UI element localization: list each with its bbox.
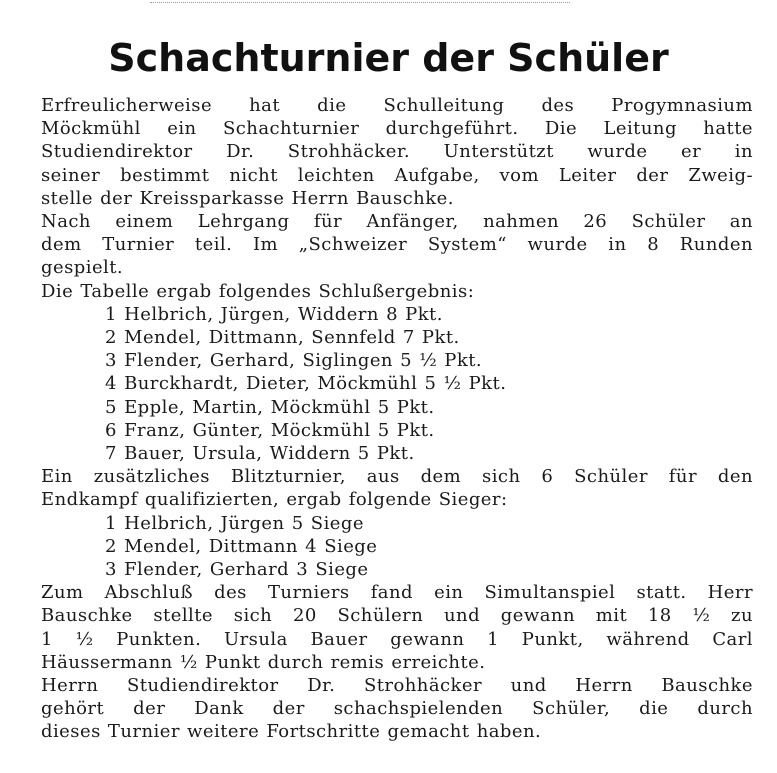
list-item: 1 Helbrich, Jürgen, Widdern 8 Pkt. [105,303,443,325]
list-item: 4 Burckhardt, Dieter, Möckmühl 5 ½ Pkt. [105,373,507,395]
text-line: Studiendirektor Dr. Strohhäcker. Unterstützt wurde er in [41,141,753,163]
text-line: gehört der Dank der schachspielenden Schüler, die durch [41,698,753,720]
final-standings-list [41,303,753,465]
text-line: dieses Turnier weitere Fortschritte gemacht haben. [41,721,542,743]
text-line: Ein zusätzliches Blitzturnier, aus dem sich 6 Schüler für den [41,466,753,488]
list-item: 3 Flender, Gerhard 3 Siege [105,559,369,581]
text-line: Endkampf qualifizierten, ergab folgende Sieger: [41,489,508,511]
text-line: Zum Abschluß des Turniers fand ein Simultanspiel statt. Herr [41,582,753,604]
list-item: 3 Flender, Gerhard, Siglingen 5 ½ Pkt. [105,350,483,372]
list-item: 2 Mendel, Dittmann, Sennfeld 7 Pkt. [105,327,460,349]
text-line: Häussermann ½ Punkt durch remis erreichte. [41,651,486,673]
blitz-paragraph [41,465,753,511]
text-line: Bauschke stellte sich 20 Schülern und gewann mit 18 ½ zu [41,605,753,627]
list-item: 6 Franz, Günter, Möckmühl 5 Pkt. [105,419,435,441]
text-line: dem Turnier teil. Im „Schweizer System“ wurde in 8 Runden [41,234,753,256]
text-line: Herrn Studiendirektor Dr. Strohhäcker und Herrn Bauschke [41,675,753,697]
text-line: 1 ½ Punkten. Ursula Bauer gewann 1 Punkt, während Carl [41,628,753,650]
blitz-winners-list [41,512,753,582]
text-line: seiner bestimmt nicht leichten Aufgabe, vom Leiter der Zweig- [41,164,753,186]
top-rule [150,2,570,3]
list-item: 5 Epple, Martin, Möckmühl 5 Pkt. [105,396,435,418]
thanks-paragraph [41,674,753,744]
list-item: 1 Helbrich, Jürgen 5 Siege [105,512,364,534]
text-line: Nach einem Lehrgang für Anfänger, nahmen 26 Schüler an [41,211,753,233]
simul-paragraph [41,581,753,674]
text-line: stelle der Kreissparkasse Herrn Bauschke. [41,187,454,209]
text-line: gespielt. [41,257,124,279]
headline: Schachturnier der Schüler [108,36,669,80]
list-item: 7 Bauer, Ursula, Widdern 5 Pkt. [105,443,415,465]
intro-paragraph [41,94,753,210]
table-intro [41,280,753,303]
list-item: 2 Mendel, Dittmann 4 Siege [105,535,378,557]
text-line: Erfreulicherweise hat die Schulleitung des Progymnasium [41,95,753,116]
course-paragraph [41,210,753,280]
text-line: Die Tabelle ergab folgendes Schlußergebnis: [41,280,475,302]
article-body [41,94,753,744]
text-line: Möckmühl ein Schachturnier durchgeführt. Die Leitung hatte [41,118,753,140]
